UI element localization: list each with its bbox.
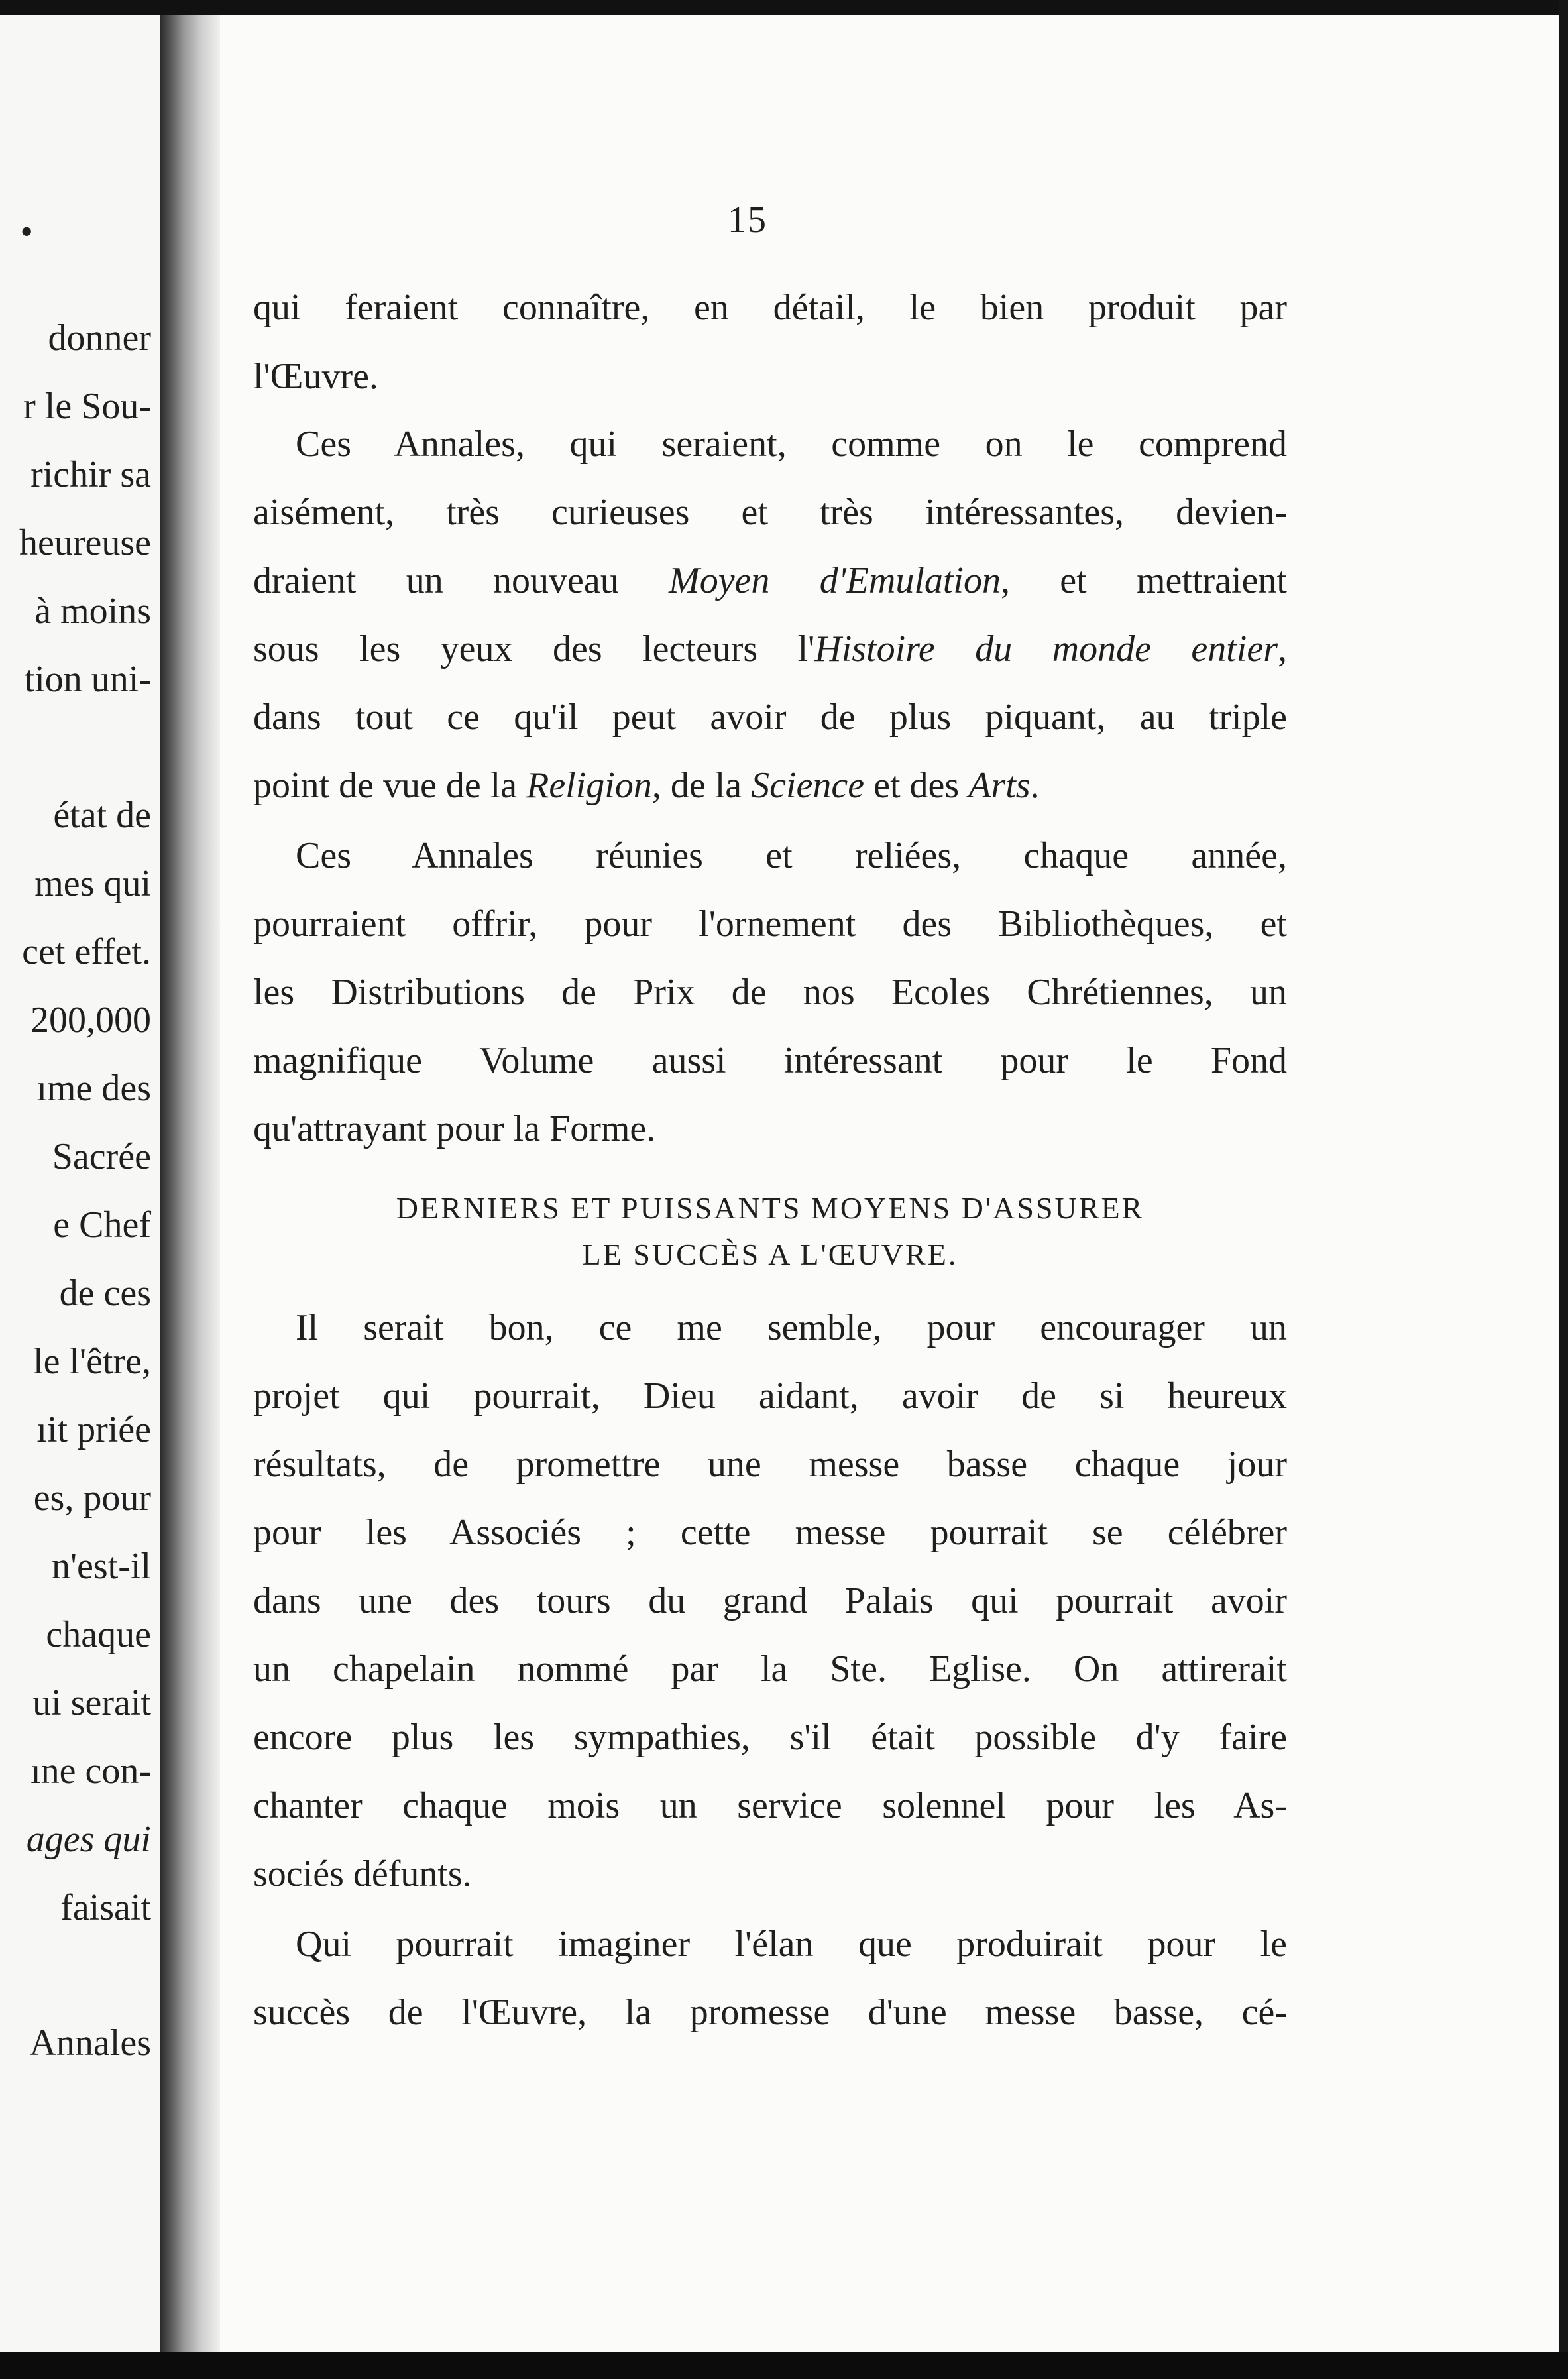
emphasis-text: Histoire du monde entier (814, 628, 1278, 669)
scan-frame-top (0, 0, 1568, 15)
emphasis-text: Arts (968, 765, 1031, 806)
emphasis-text: Moyen d'Emulation (669, 560, 1001, 601)
section-heading: DERNIERS ET PUISSANTS MOYENS D'ASSURER (396, 1191, 1145, 1225)
left-line: 200,000 (30, 1000, 151, 1041)
left-line: le l'être, (33, 1341, 151, 1382)
scan-frame-bottom (0, 2352, 1568, 2379)
text-line-with-emphasis: draient un nouveau Moyen d'Emulation, et mettraient (253, 560, 1287, 601)
left-line: chaque (46, 1614, 151, 1655)
left-line: tion uni- (24, 659, 151, 700)
page-number: 15 (728, 200, 767, 241)
text-line: Ces Annales réunies et reliées, chaque année, (296, 835, 1287, 876)
book-gutter-shadow (160, 15, 220, 2352)
left-line: cet effet. (22, 931, 151, 972)
left-line: de ces (59, 1273, 151, 1314)
left-line: à moins (34, 591, 151, 632)
left-line: r le Sou- (23, 386, 151, 427)
text-line: chanter chaque mois un service solennel pour les As- (253, 1785, 1287, 1826)
left-line: Sacrée (52, 1136, 151, 1177)
text-line: Ces Annales, qui seraient, comme on le comprend (296, 424, 1287, 465)
left-line: e Chef (53, 1204, 151, 1246)
left-line: ıne con- (30, 1751, 151, 1792)
left-line: es, pour (33, 1478, 151, 1519)
text-line: succès de l'Œuvre, la promesse d'une messe basse, cé- (253, 1992, 1287, 2033)
page-bullet: • (20, 211, 33, 253)
text-line: les Distributions de Prix de nos Ecoles Chrétiennes, un (253, 972, 1287, 1013)
left-line: ıme des (36, 1068, 151, 1109)
text-line: pour les Associés ; cette messe pourrait se célébrer (253, 1512, 1287, 1553)
left-line: Annales (29, 2022, 151, 2063)
left-line: richir sa (30, 454, 151, 495)
text-line: magnifique Volume aussi intéressant pour le Fond (253, 1040, 1287, 1081)
left-facing-page (0, 15, 166, 2352)
left-line: mes qui (34, 863, 151, 904)
text-line: qui feraient connaître, en détail, le bien produit par (253, 287, 1287, 328)
left-line: n'est-il (51, 1546, 151, 1587)
left-line: état de (53, 795, 151, 836)
text-line-with-emphasis: point de vue de la Religion, de la Science et des Arts. (253, 765, 1040, 806)
text-line: un chapelain nommé par la Ste. Eglise. On attirerait (253, 1649, 1287, 1690)
text-line: dans tout ce qu'il peut avoir de plus piquant, au triple (253, 697, 1287, 738)
left-line: ages qui (26, 1819, 151, 1860)
text-line-with-emphasis: sous les yeux des lecteurs l'Histoire du monde entier, (253, 628, 1287, 669)
text-line: Qui pourrait imaginer l'élan que produirait pour le (296, 1924, 1287, 1965)
left-line: ui serait (32, 1682, 151, 1723)
text-line: Il serait bon, ce me semble, pour encourager un (296, 1307, 1287, 1348)
text-line: résultats, de promettre une messe basse chaque jour (253, 1444, 1287, 1485)
left-line: ıit priée (36, 1409, 151, 1450)
scan-frame-right (1559, 0, 1568, 2379)
text-line: dans une des tours du grand Palais qui pourrait avoir (253, 1580, 1287, 1621)
text-line: qu'attrayant pour la Forme. (253, 1108, 656, 1149)
emphasis-text: Religion (526, 765, 652, 806)
text-line: encore plus les sympathies, s'il était possible d'y faire (253, 1717, 1287, 1758)
text-line: pourraient offrir, pour l'ornement des Bibliothèques, et (253, 903, 1287, 945)
text-line: l'Œuvre. (253, 356, 378, 397)
text-line: sociés défunts. (253, 1853, 472, 1894)
text-line: projet qui pourrait, Dieu aidant, avoir de si heureux (253, 1375, 1287, 1417)
left-line: heureuse (19, 522, 151, 563)
emphasis-text: Science (751, 765, 865, 806)
section-heading: LE SUCCÈS A L'ŒUVRE. (582, 1238, 958, 1271)
left-line: faisait (60, 1887, 151, 1928)
left-line: donner (48, 318, 151, 359)
text-line: aisément, très curieuses et très intéressantes, devien- (253, 492, 1287, 533)
